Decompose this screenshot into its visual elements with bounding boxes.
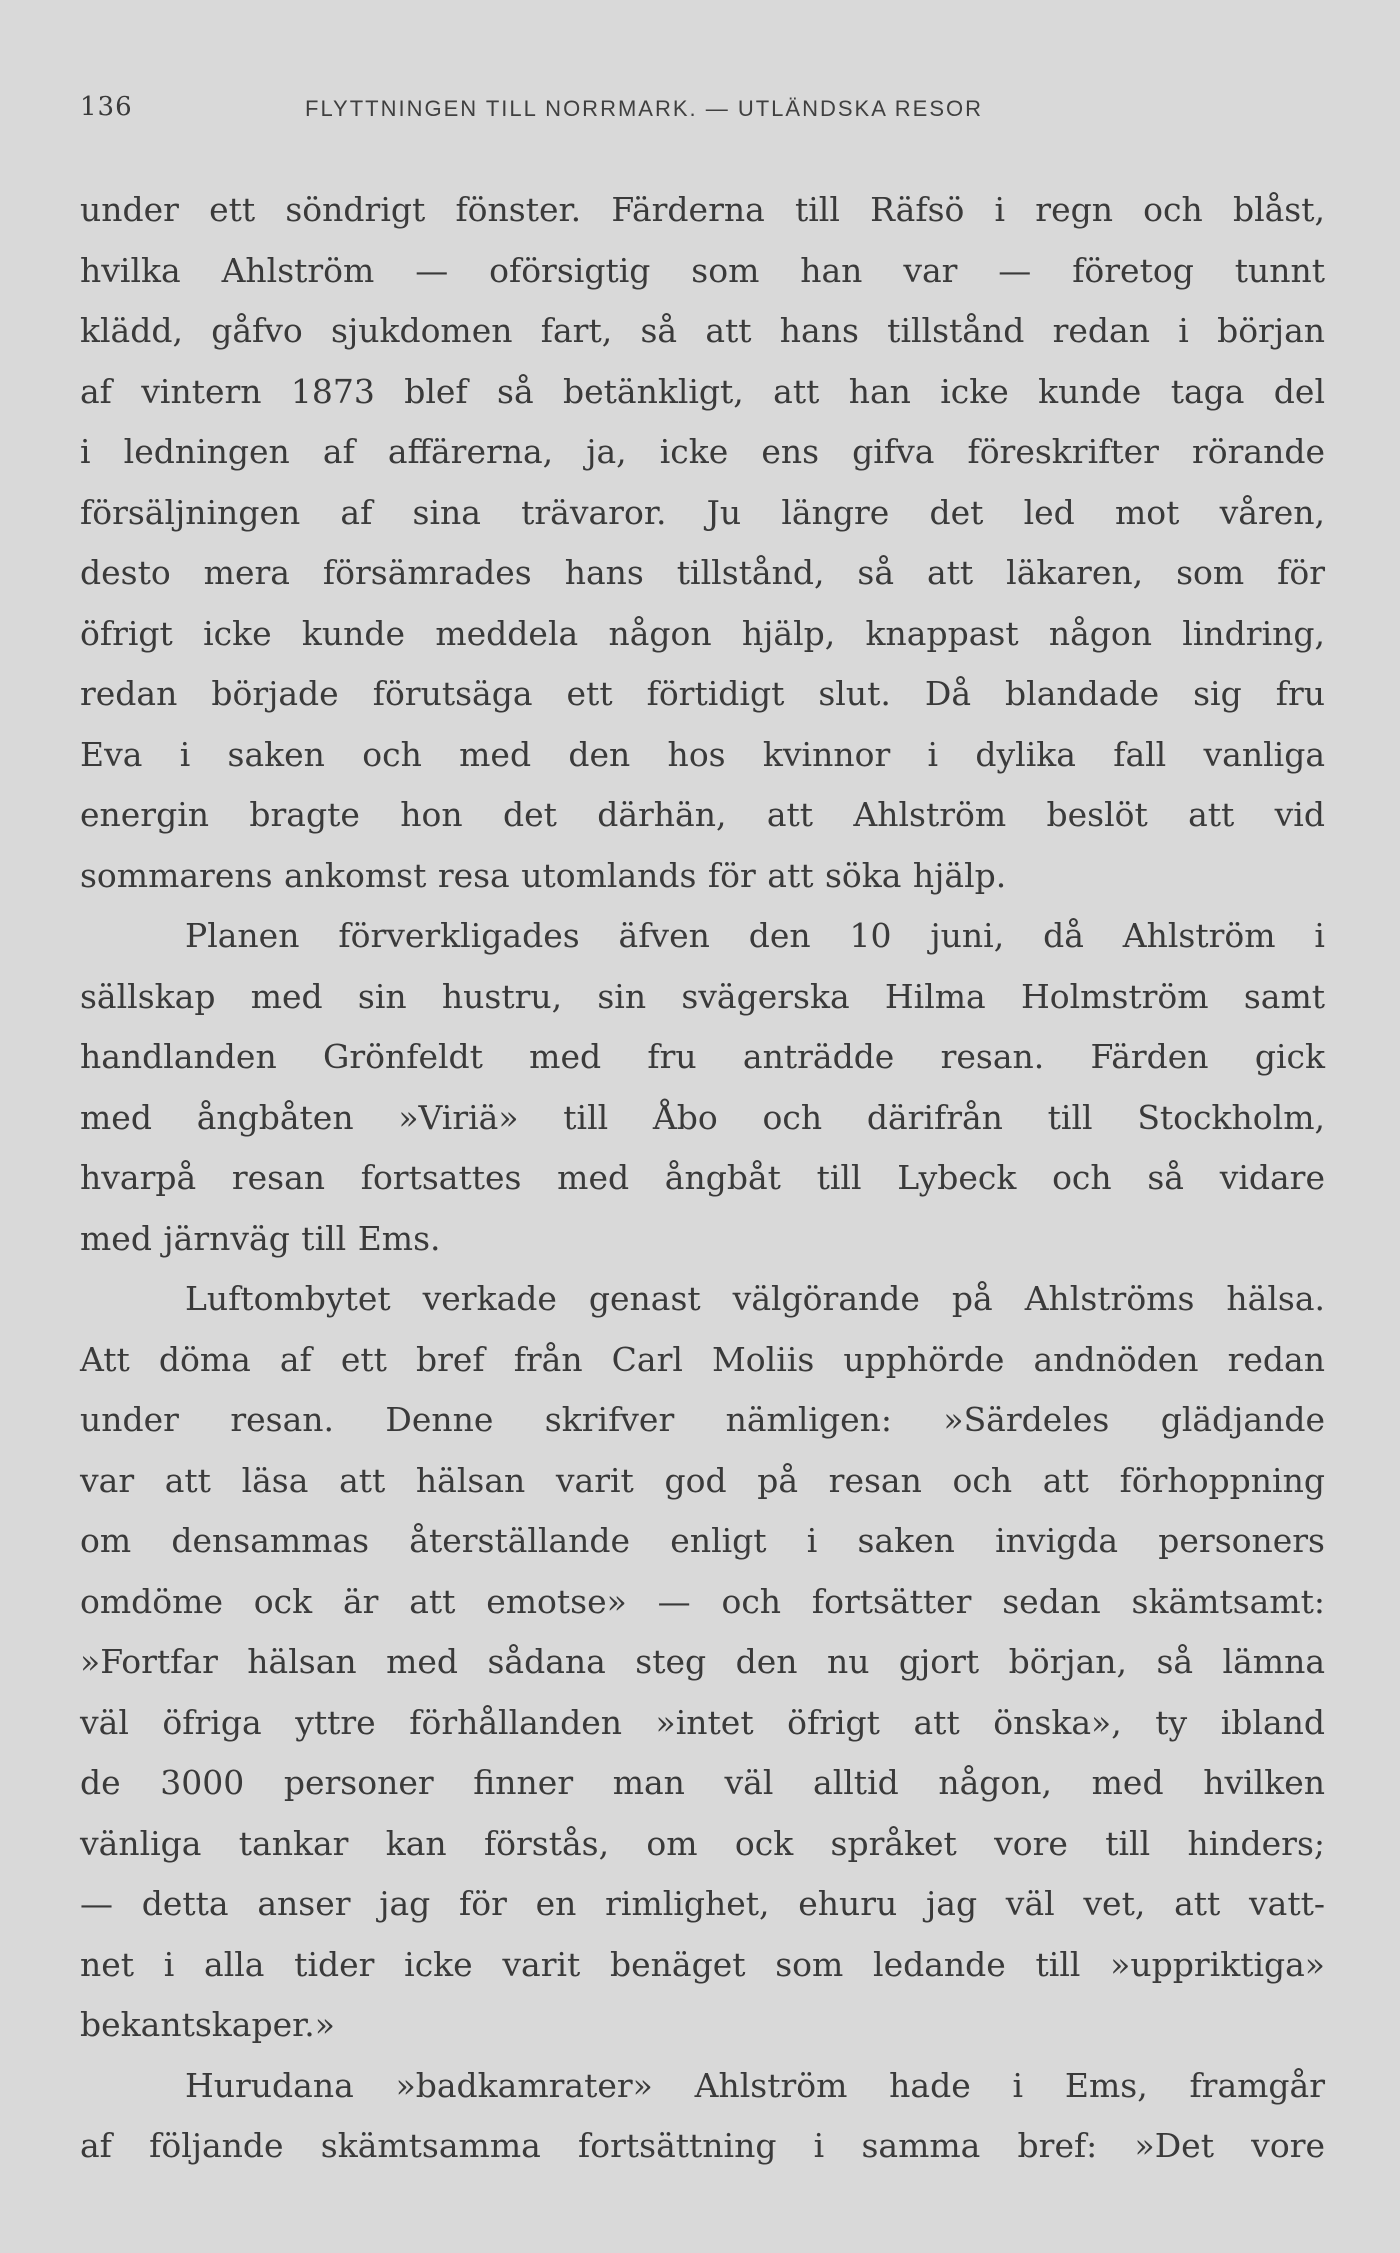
text-line: bekantskaper.»: [80, 2005, 335, 2044]
page-header: [80, 92, 1325, 132]
text-line: i ledningen af affärerna, ja, icke ens gifva föreskrifter rörande: [80, 432, 1325, 471]
text-line: handlanden Grönfeldt med fru anträdde resan. Färden gick: [80, 1037, 1325, 1076]
text-line: under ett söndrigt fönster. Färderna till Räfsö i regn och blåst,: [80, 190, 1325, 229]
running-title: FLYTTNINGEN TILL NORRMARK. — UTLÄNDSKA RESOR: [305, 96, 984, 121]
text-line: försäljningen af sina trävaror. Ju längre det led mot våren,: [80, 492, 1325, 532]
text-line: af vintern 1873 blef så betänkligt, att han icke kunde taga del: [80, 371, 1325, 411]
text-line: af följande skämtsamma fortsättning i samma bref: »Det vore: [80, 2126, 1325, 2165]
text-line: de 3000 personer finner man väl alltid någon, med hvilken: [80, 1763, 1325, 1802]
text-line: — detta anser jag för en rimlighet, ehuru jag väl vet, att vatt-: [80, 1884, 1325, 1923]
text-line: »Fortfar hälsan med sådana steg den nu gjort början, så lämna: [80, 1642, 1325, 1681]
text-line: Att döma af ett bref från Carl Moliis upphörde andnöden redan: [80, 1339, 1325, 1379]
text-line: öfrigt icke kunde meddela någon hjälp, knappast någon lindring,: [80, 613, 1325, 653]
page-number: 136: [80, 92, 133, 122]
text-line: Luftombytet verkade genast välgörande på Ahlströms hälsa.: [185, 1279, 1325, 1318]
text-line: redan började förutsäga ett förtidigt slut. Då blandade sig fru: [80, 674, 1325, 713]
text-line: desto mera försämrades hans tillstånd, så att läkaren, som för: [80, 553, 1325, 592]
text-line: Eva i saken och med den hos kvinnor i dylika fall vanliga: [80, 734, 1325, 774]
text-line: om densammas återställande enligt i saken invigda personers: [80, 1521, 1325, 1560]
body-text: [80, 180, 1325, 2177]
text-line: hvarpå resan fortsattes med ångbåt till Lybeck och så vidare: [80, 1158, 1325, 1197]
text-line: Planen förverkligades äfven den 10 juni, då Ahlström i: [185, 916, 1325, 955]
text-line: under resan. Denne skrifver nämligen: »Särdeles glädjande: [80, 1400, 1325, 1439]
text-line: med ångbåten »Viriä» till Åbo och därifrån till Stockholm,: [80, 1097, 1325, 1137]
text-line: net i alla tider icke varit benäget som ledande till »uppriktiga»: [80, 1944, 1325, 1984]
text-line: Hurudana »badkamrater» Ahlström hade i Ems, framgår: [185, 2065, 1325, 2105]
text-line: sällskap med sin hustru, sin svägerska Hilma Holmström samt: [80, 976, 1325, 1016]
text-line: var att läsa att hälsan varit god på resan och att förhoppning: [80, 1460, 1325, 1500]
text-line: med järnväg till Ems.: [80, 1218, 441, 1258]
text-line: väl öfriga yttre förhållanden »intet öfrigt att önska», ty ibland: [80, 1702, 1325, 1742]
text-line: hvilka Ahlström — oförsigtig som han var — företog tunnt: [80, 250, 1325, 290]
text-line: sommarens ankomst resa utomlands för att söka hjälp.: [80, 855, 1007, 895]
text-line: vänliga tankar kan förstås, om ock språket vore till hinders;: [80, 1823, 1325, 1863]
text-line: energin bragte hon det därhän, att Ahlström beslöt att vid: [80, 795, 1325, 834]
text-line: omdöme ock är att emotse» — och fortsätter sedan skämtsamt:: [80, 1581, 1325, 1621]
text-line: klädd, gåfvo sjukdomen fart, så att hans tillstånd redan i början: [80, 311, 1325, 350]
